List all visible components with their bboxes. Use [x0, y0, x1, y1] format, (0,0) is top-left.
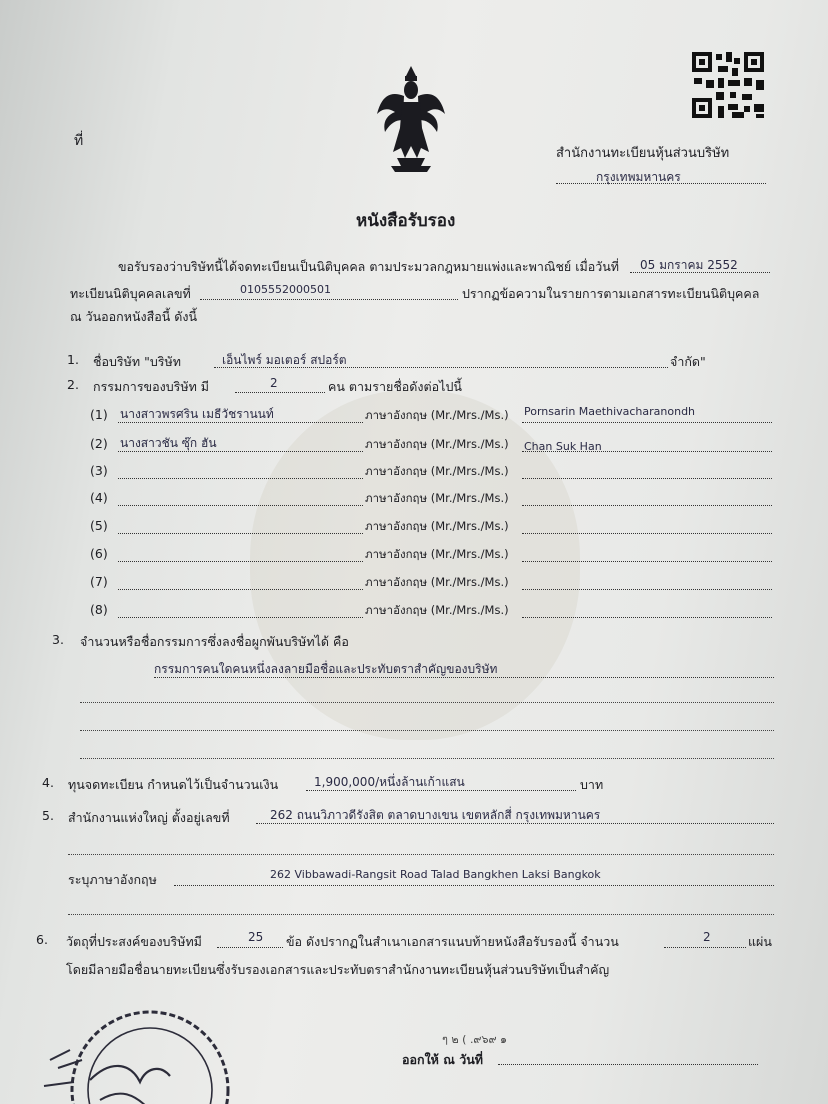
- item1-label: ชื่อบริษัท "บริษัท: [93, 354, 181, 369]
- director-eng-line: [522, 561, 772, 562]
- director-index: (4): [90, 490, 108, 505]
- item2-label: กรรมการของบริษัท มี: [93, 379, 210, 394]
- reg-date: 05 มกราคม 2552: [640, 258, 738, 272]
- reg-no-line: [200, 299, 458, 300]
- issued-date-label: ออกให้ ณ วันที่: [402, 1052, 484, 1067]
- director-thai-line: [118, 617, 363, 618]
- intro-line3: ณ วันออกหนังสือนี้ ดังนี้: [70, 309, 198, 324]
- director-eng-line: [522, 478, 772, 479]
- head-office-address-eng: 262 Vibbawadi-Rangsit Road Talad Bangkhen Laksi Bangkok: [270, 868, 601, 881]
- blank-line: [80, 758, 774, 759]
- item4-number: 4.: [42, 775, 54, 790]
- director-thai-line: [118, 533, 363, 534]
- director-index: (3): [90, 463, 108, 478]
- faint-handwriting: ๆ ๒ ( .๙๖๙ ๑: [442, 1033, 508, 1046]
- blank-line: [68, 854, 774, 855]
- director-count-line: [235, 392, 325, 393]
- item1-suffix: จำกัด": [670, 354, 706, 369]
- director-eng-label: ภาษาอังกฤษ (Mr./Mrs./Ms.): [365, 437, 509, 451]
- director-index: (7): [90, 574, 108, 589]
- director-eng-line: [522, 505, 772, 506]
- item3-number: 3.: [52, 632, 64, 647]
- reg-no-label: ทะเบียนนิติบุคคลเลขที่: [70, 286, 191, 301]
- director-eng-label: ภาษาอังกฤษ (Mr./Mrs./Ms.): [365, 408, 509, 422]
- director-thai-name: นางสาวพรศริน เมธีวัชรานนท์: [120, 407, 274, 421]
- company-name: เอ็นไพร์ มอเตอร์ สปอร์ต: [222, 353, 347, 367]
- director-eng-label: ภาษาอังกฤษ (Mr./Mrs./Ms.): [365, 603, 509, 617]
- director-eng-label: ภาษาอังกฤษ (Mr./Mrs./Ms.): [365, 519, 509, 533]
- director-thai-line: [118, 478, 363, 479]
- issued-date-line: [498, 1064, 758, 1065]
- director-index: (5): [90, 518, 108, 533]
- office-name: สำนักงานทะเบียนหุ้นส่วนบริษัท: [556, 146, 730, 161]
- intro-line2-tail: ปรากฏข้อความในรายการตามเอกสารทะเบียนนิติบุคคล: [462, 286, 760, 301]
- blank-line: [80, 730, 774, 731]
- item5-number: 5.: [42, 808, 54, 823]
- item6-number: 6.: [36, 932, 48, 947]
- signing-rule: กรรมการคนใดคนหนึ่งลงลายมือชื่อและประทับตราสำคัญของบริษัท: [154, 662, 498, 676]
- director-thai-line: [118, 561, 363, 562]
- director-index: (6): [90, 546, 108, 561]
- director-eng-line: [522, 589, 772, 590]
- item1-number: 1.: [67, 352, 79, 367]
- director-index: (1): [90, 407, 108, 422]
- item6-label: วัตถุที่ประสงค์ของบริษัทมี: [66, 934, 202, 949]
- director-count: 2: [270, 376, 278, 390]
- garuda-emblem-icon: [375, 62, 447, 174]
- office-city: กรุงเทพมหานคร: [596, 170, 681, 184]
- item6-tail: แผ่น: [748, 934, 772, 949]
- address-eng-line: [174, 885, 774, 886]
- capital-unit: บาท: [580, 777, 604, 792]
- item5-label: สำนักงานแห่งใหญ่ ตั้งอยู่เลขที่: [68, 810, 230, 825]
- director-eng-line: [522, 617, 772, 618]
- blank-line: [68, 914, 774, 915]
- director-thai-line: [118, 589, 363, 590]
- intro-line1: ขอรับรองว่าบริษัทนี้ได้จดทะเบียนเป็นนิติบุคคล ตามประมวลกฎหมายแพ่งและพาณิชย์ เมื่อวันที่: [118, 259, 620, 274]
- director-index: (8): [90, 602, 108, 617]
- item6-mid: ข้อ ดังปรากฏในสำเนาเอกสารแนบท้ายหนังสือรับรองนี้ จำนวน: [286, 934, 619, 949]
- director-eng-line: [522, 533, 772, 534]
- document-title: หนังสือรับรอง: [356, 211, 456, 231]
- director-eng-name: Chan Suk Han: [524, 440, 602, 453]
- director-eng-line: [522, 422, 772, 423]
- item2-number: 2.: [67, 377, 79, 392]
- director-eng-label: ภาษาอังกฤษ (Mr./Mrs./Ms.): [365, 464, 509, 478]
- director-eng-label: ภาษาอังกฤษ (Mr./Mrs./Ms.): [365, 491, 509, 505]
- address-eng-label: ระบุภาษาอังกฤษ: [68, 872, 157, 887]
- objectives-count: 25: [248, 930, 264, 944]
- item2-tail: คน ตามรายชื่อดังต่อไปนี้: [328, 379, 462, 394]
- item6-line2: โดยมีลายมือชื่อนายทะเบียนซึ่งรับรองเอกสารและประทับตราสำนักงานทะเบียนหุ้นส่วนบริษัทเป็นสำคัญ: [66, 962, 610, 977]
- blank-line: [80, 702, 774, 703]
- registered-capital: 1,900,000/หนึ่งล้านเก้าแสน: [314, 775, 465, 789]
- objectives-count-line: [217, 947, 283, 948]
- official-seal-icon: [30, 990, 230, 1104]
- qr-code-icon: [690, 50, 766, 120]
- attached-pages: 2: [703, 930, 711, 944]
- at-label: ที่: [74, 133, 84, 149]
- director-eng-name: Pornsarin Maethivacharanondh: [524, 405, 696, 418]
- item3-label: จำนวนหรือชื่อกรรมการซึ่งลงชื่อผูกพันบริษัทได้ คือ: [80, 634, 349, 649]
- director-eng-label: ภาษาอังกฤษ (Mr./Mrs./Ms.): [365, 575, 509, 589]
- director-thai-line: [118, 505, 363, 506]
- head-office-address: 262 ถนนวิภาวดีรังสิต ตลาดบางเขน เขตหลักสี่ กรุงเทพมหานคร: [270, 808, 601, 822]
- item4-label: ทุนจดทะเบียน กำหนดไว้เป็นจำนวนเงิน: [68, 777, 279, 792]
- director-thai-name: นางสาวชัน ซุ๊ก ฮัน: [120, 436, 217, 450]
- director-eng-label: ภาษาอังกฤษ (Mr./Mrs./Ms.): [365, 547, 509, 561]
- director-index: (2): [90, 436, 108, 451]
- reg-no: 0105552000501: [240, 283, 331, 296]
- pages-line: [664, 947, 746, 948]
